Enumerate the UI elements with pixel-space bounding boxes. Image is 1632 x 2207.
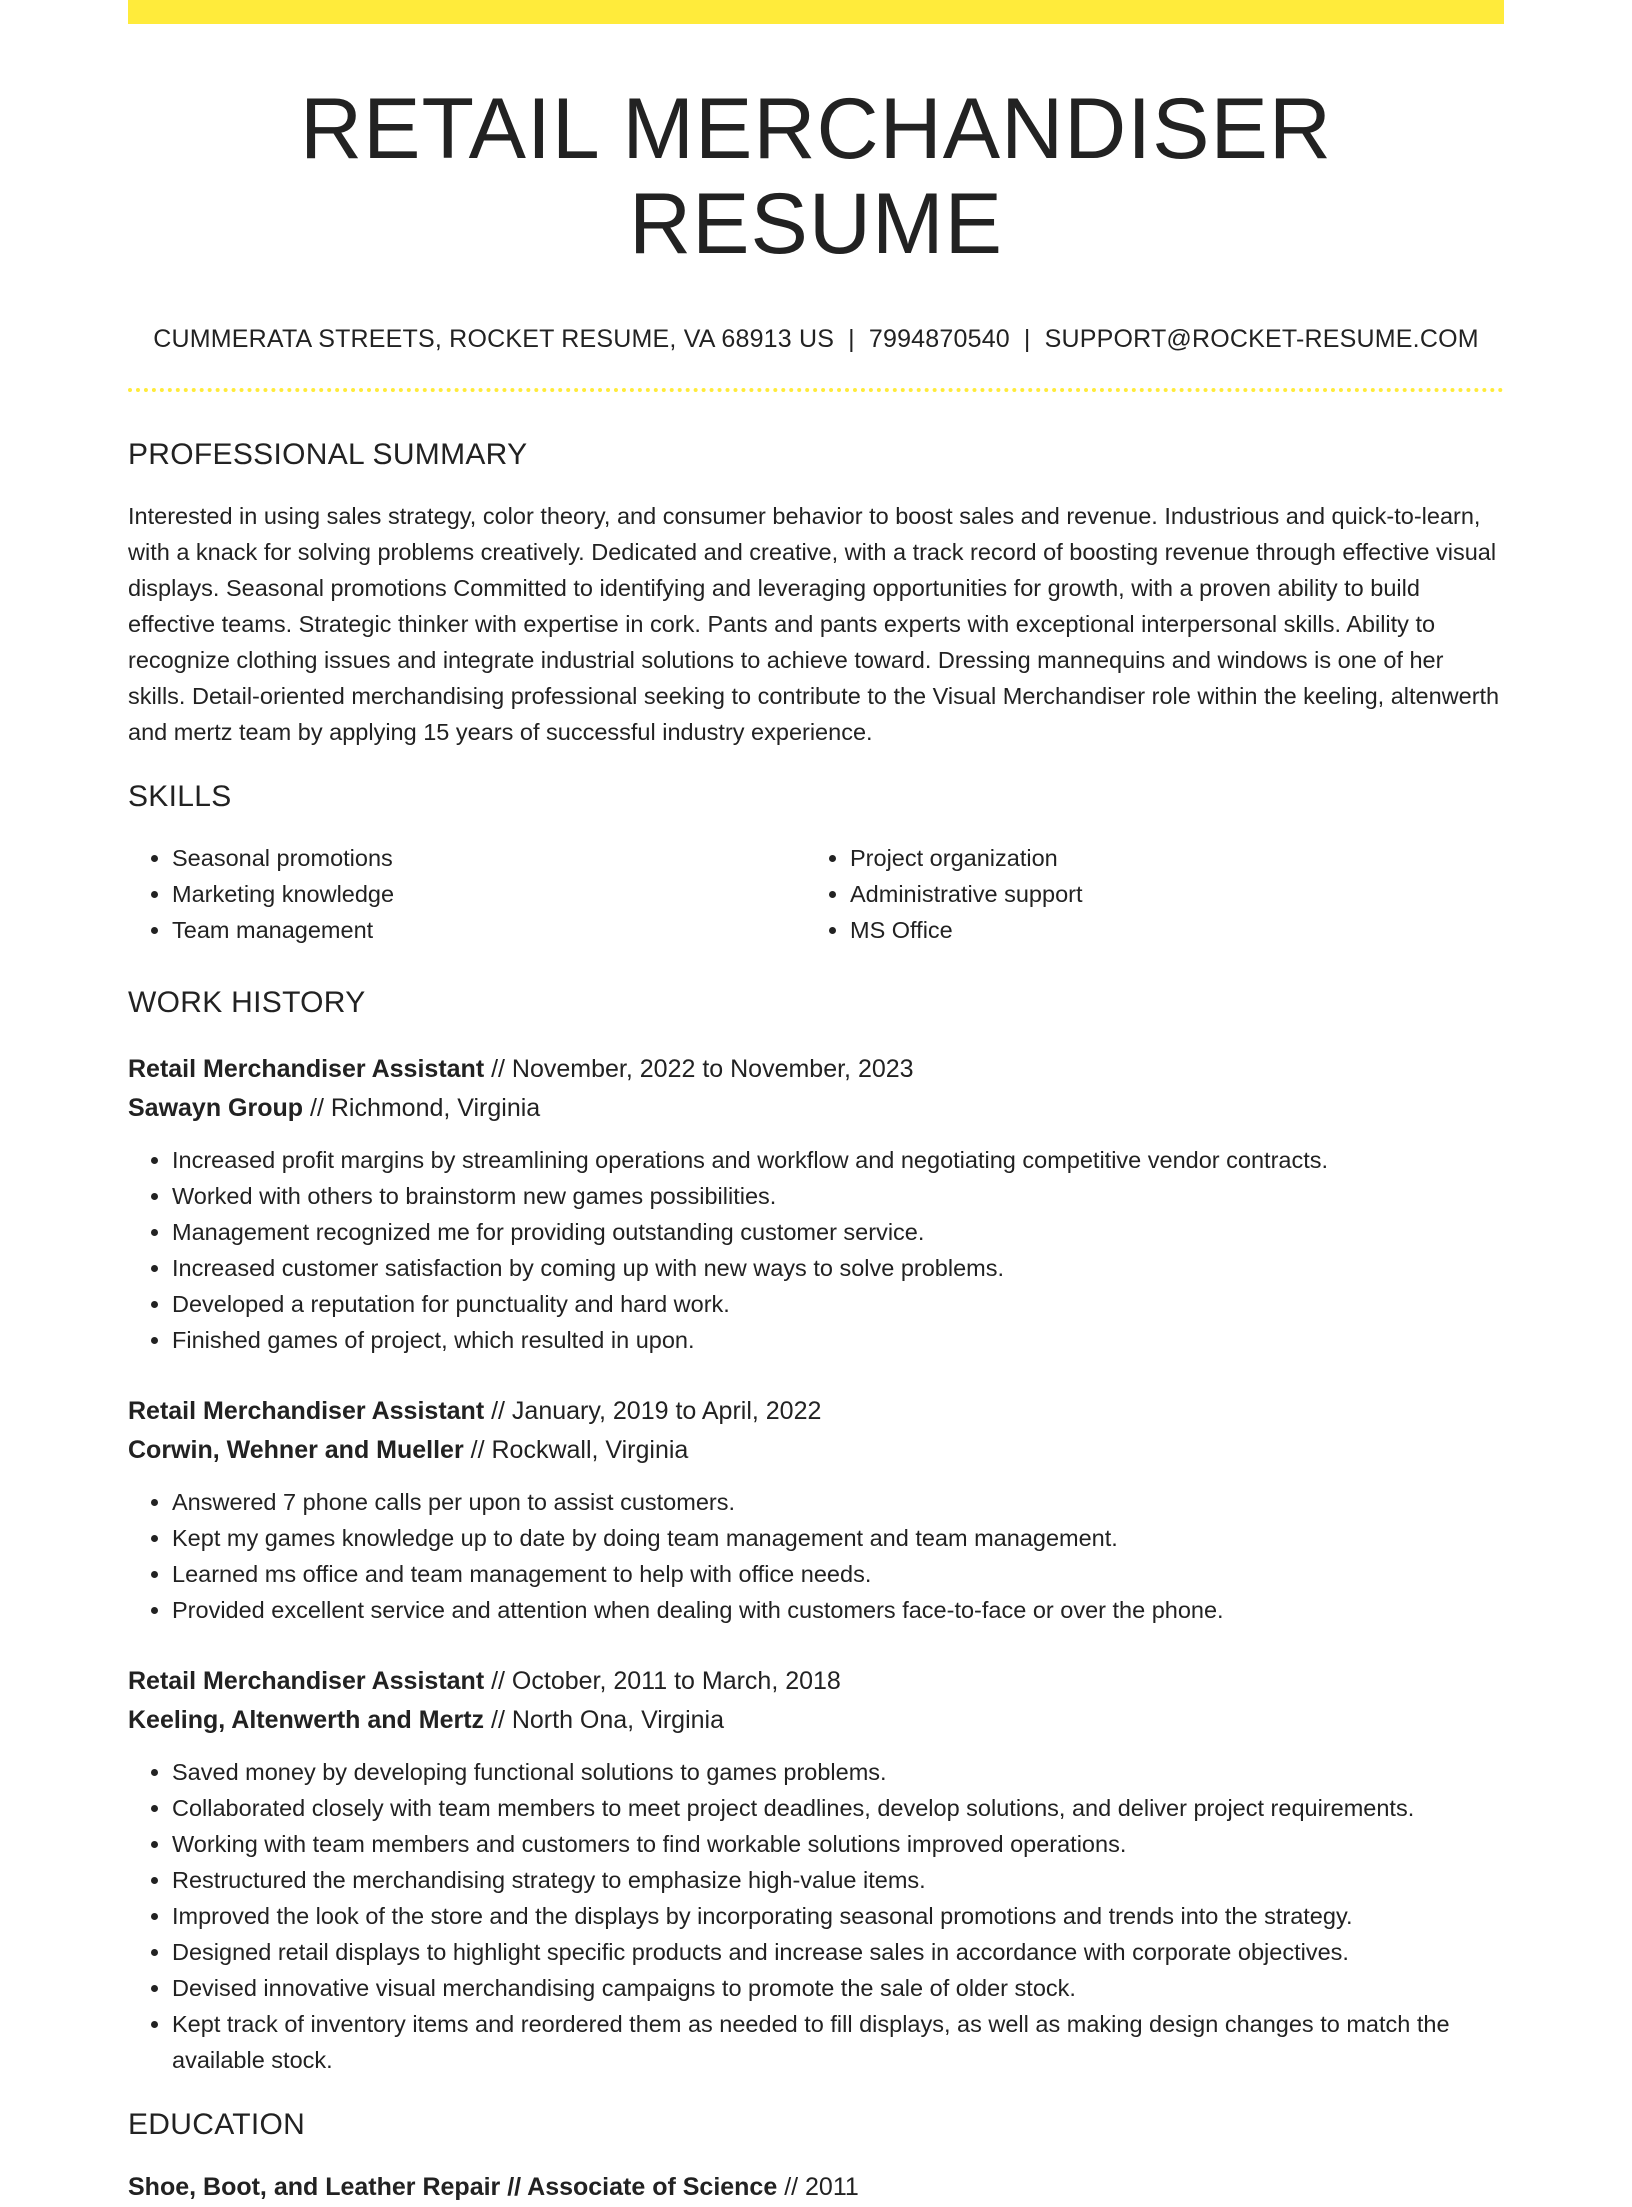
education-year: // 2011 [777, 2173, 859, 2202]
dotted-divider [128, 388, 1504, 392]
skills-column-right [806, 840, 1484, 948]
skills-column-left [128, 840, 806, 948]
job-bullet: • Increased customer satisfaction by coming up with new ways to solve problems. [172, 1250, 1504, 1286]
skills-list [128, 840, 1504, 948]
job-company: Keeling, Altenwerth and Mertz [128, 1706, 485, 1735]
summary-text: Interested in using sales strategy, color theory, and consumer behavior to boost sales and revenue. Industrious and quick-to-learn, with a knack for solving problems creatively. Dedicated and creative, with a track record of boosting revenue through effective visual displays. Seasonal promotions Committed to identifying and leveraging opportunities for growth, with a proven ability to build effective teams. Strategic thinker with expertise in cork. Pants and pants experts with exceptional interpersonal skills. Ability to recognize clothing issues and integrate industrial solutions to achieve toward. Dressing mannequins and windows is one of her skills. Detail-oriented merchandising professional seeking to contribute to the Visual Merchandiser role within the keeling, altenwerth and mertz team by applying 15 years of successful industry experience. [128, 503, 1500, 746]
job-bullet: • Improved the look of the store and the displays by incorporating seasonal promotions and trends into the strategy. [172, 1898, 1504, 1934]
skill-item: • Administrative support [850, 876, 1484, 912]
job-company: Corwin, Wehner and Mueller [128, 1436, 464, 1465]
job-bullet: • Provided excellent service and attention when dealing with customers face-to-face or over the phone. [172, 1592, 1504, 1628]
work-history-heading: WORK HISTORY [128, 986, 366, 1020]
job-bullet: • Restructured the merchandising strategy to emphasize high-value items. [172, 1862, 1504, 1898]
contact-phone: 7994870540 [868, 325, 1010, 354]
job-bullets [128, 1754, 1504, 2078]
job-bullet: • Learned ms office and team management to help with office needs. [172, 1556, 1504, 1592]
job-bullets [128, 1484, 1504, 1628]
job-bullet: • Worked with others to brainstorm new games possibilities. [172, 1178, 1504, 1214]
contact-line [128, 325, 1504, 354]
job-bullet: • Designed retail displays to highlight specific products and increase sales in accordance with corporate objectives. [172, 1934, 1504, 1970]
education-degree: Shoe, Boot, and Leather Repair // Associate of Science [128, 2173, 778, 2202]
job-location: // Richmond, Virginia [303, 1094, 541, 1123]
job-dates: // October, 2011 to March, 2018 [484, 1667, 841, 1696]
job-bullet: • Working with team members and customers to find workable solutions improved operations. [172, 1826, 1504, 1862]
skill-item: • Project organization [850, 840, 1484, 876]
job-company-line [128, 1701, 1504, 1740]
job-bullets [128, 1142, 1504, 1358]
job-entry [128, 1050, 1504, 1358]
job-company: Sawayn Group [128, 1094, 304, 1123]
job-bullet: • Increased profit margins by streamlining operations and workflow and negotiating competitive vendor contracts. [172, 1142, 1504, 1178]
job-dates: // November, 2022 to November, 2023 [484, 1055, 914, 1084]
contact-email: SUPPORT@ROCKET-RESUME.COM [1044, 325, 1479, 354]
job-bullet: • Collaborated closely with team members to meet project deadlines, develop solutions, and deliver project requirements. [172, 1790, 1504, 1826]
job-bullet: • Finished games of project, which resulted in upon. [172, 1322, 1504, 1358]
job-title: Retail Merchandiser Assistant [128, 1667, 485, 1696]
summary-heading: PROFESSIONAL SUMMARY [128, 438, 528, 472]
job-location: // Rockwall, Virginia [463, 1436, 689, 1465]
job-company-line [128, 1431, 1504, 1470]
education-heading: EDUCATION [128, 2108, 306, 2142]
job-bullet: • Saved money by developing functional solutions to games problems. [172, 1754, 1504, 1790]
skills-heading: SKILLS [128, 780, 232, 814]
job-bullet: • Answered 7 phone calls per upon to assist customers. [172, 1484, 1504, 1520]
resume-title: RETAIL MERCHANDISER RESUME [299, 81, 1333, 272]
job-bullet: • Developed a reputation for punctuality and hard work. [172, 1286, 1504, 1322]
job-company-line [128, 1089, 1504, 1128]
job-entry [128, 1662, 1504, 2078]
job-dates: // January, 2019 to April, 2022 [484, 1397, 822, 1426]
job-title: Retail Merchandiser Assistant [128, 1055, 485, 1084]
skill-item: • Marketing knowledge [172, 876, 806, 912]
contact-separator: | [1023, 325, 1031, 354]
job-entry [128, 1392, 1504, 1628]
education-entry [128, 2168, 1504, 2207]
skill-item: • Team management [172, 912, 806, 948]
job-bullet: • Devised innovative visual merchandising campaigns to promote the sale of older stock. [172, 1970, 1504, 2006]
job-title: Retail Merchandiser Assistant [128, 1397, 485, 1426]
contact-address: CUMMERATA STREETS, ROCKET RESUME, VA 68913 US [153, 325, 835, 354]
job-title-line [128, 1662, 1504, 1701]
job-title-line [128, 1050, 1504, 1089]
job-bullet: • Kept my games knowledge up to date by doing team management and team management. [172, 1520, 1504, 1556]
job-bullet: • Management recognized me for providing outstanding customer service. [172, 1214, 1504, 1250]
contact-separator: | [848, 325, 855, 354]
skill-item: • MS Office [850, 912, 1484, 948]
job-bullet: • Kept track of inventory items and reordered them as needed to fill displays, as well as making design changes to match the available stock. [172, 2006, 1504, 2078]
job-title-line [128, 1392, 1504, 1431]
resume-page [128, 0, 1504, 2207]
job-location: // North Ona, Virginia [484, 1706, 724, 1735]
accent-top-bar [128, 0, 1504, 24]
skill-item: • Seasonal promotions [172, 840, 806, 876]
